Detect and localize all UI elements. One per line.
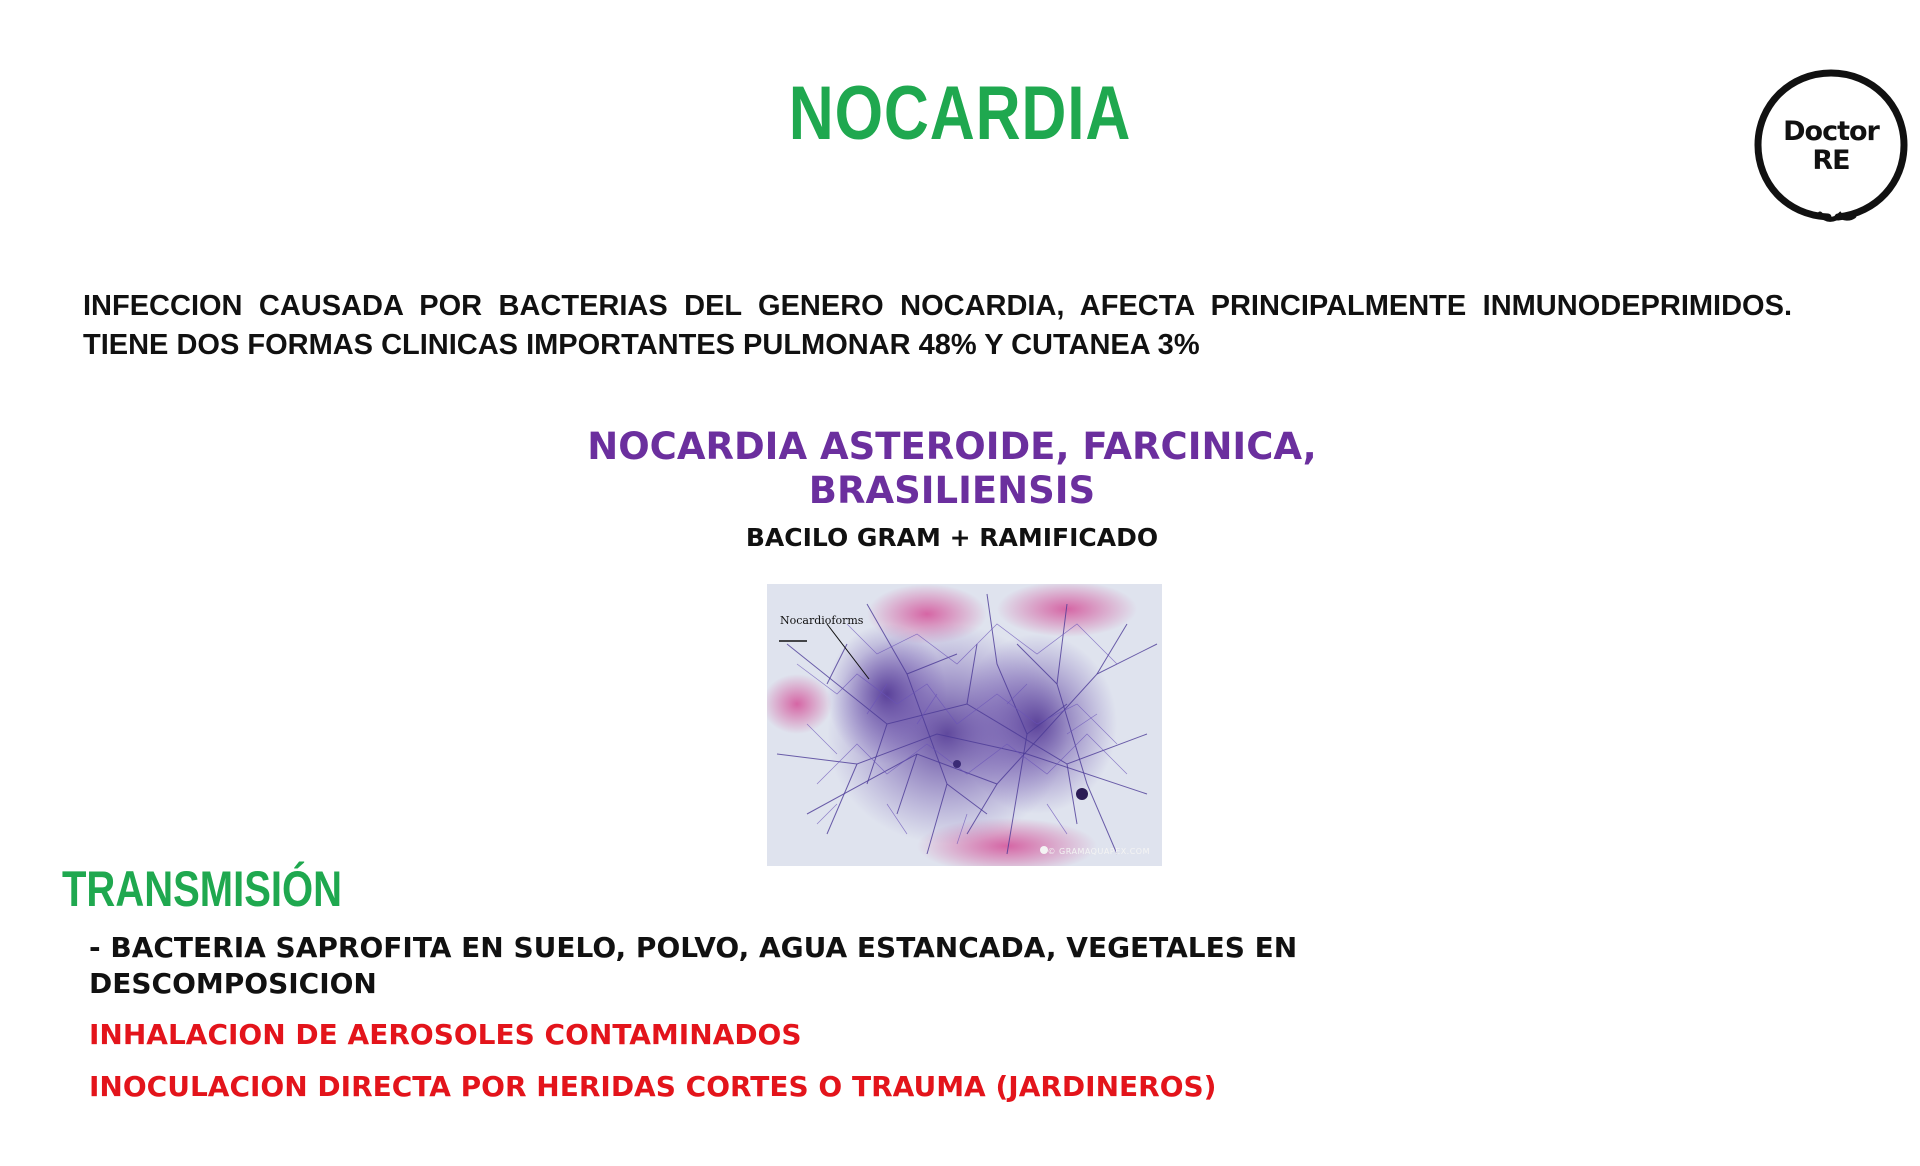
species-line-2: BRASILIENSIS: [808, 469, 1096, 512]
list-item: INOCULACION DIRECTA POR HERIDAS CORTES O TRAUMA (JARDINEROS): [89, 1070, 1217, 1103]
logo-text-line1: Doctor: [1783, 116, 1879, 147]
species-heading: [0, 425, 1904, 513]
intro-paragraph: INFECCION CAUSADA POR BACTERIAS DEL GENERO NOCARDIA, AFECTA PRINCIPALMENTE INMUNODEPRIMIDOS. TIENE DOS FORMAS CLINICAS IMPORTANTES PULMONAR 48% Y CUTANEA 3%: [83, 290, 1792, 361]
species-subtitle: BACILO GRAM + RAMIFICADO: [745, 523, 1159, 552]
micrograph-watermark: © GRAMAQUAPEX.COM: [1047, 847, 1150, 856]
list-item: INHALACION DE AEROSOLES CONTAMINADOS: [89, 1018, 802, 1051]
logo-text: [1750, 117, 1912, 175]
micrograph-label: Nocardioforms: [780, 614, 864, 627]
doctor-re-logo: [1750, 65, 1912, 227]
slide-title: NOCARDIA: [788, 71, 1132, 156]
transmission-heading: TRANSMISIÓN: [62, 861, 342, 917]
transmission-list: [89, 930, 1389, 1105]
species-line-1: NOCARDIA ASTEROIDE, FARCINICA,: [587, 425, 1317, 468]
micrograph-image: [767, 584, 1162, 866]
list-item: - BACTERIA SAPROFITA EN SUELO, POLVO, AGUA ESTANCADA, VEGETALES EN DESCOMPOSICION: [89, 931, 1298, 1000]
logo-text-line2: RE: [1812, 145, 1850, 176]
